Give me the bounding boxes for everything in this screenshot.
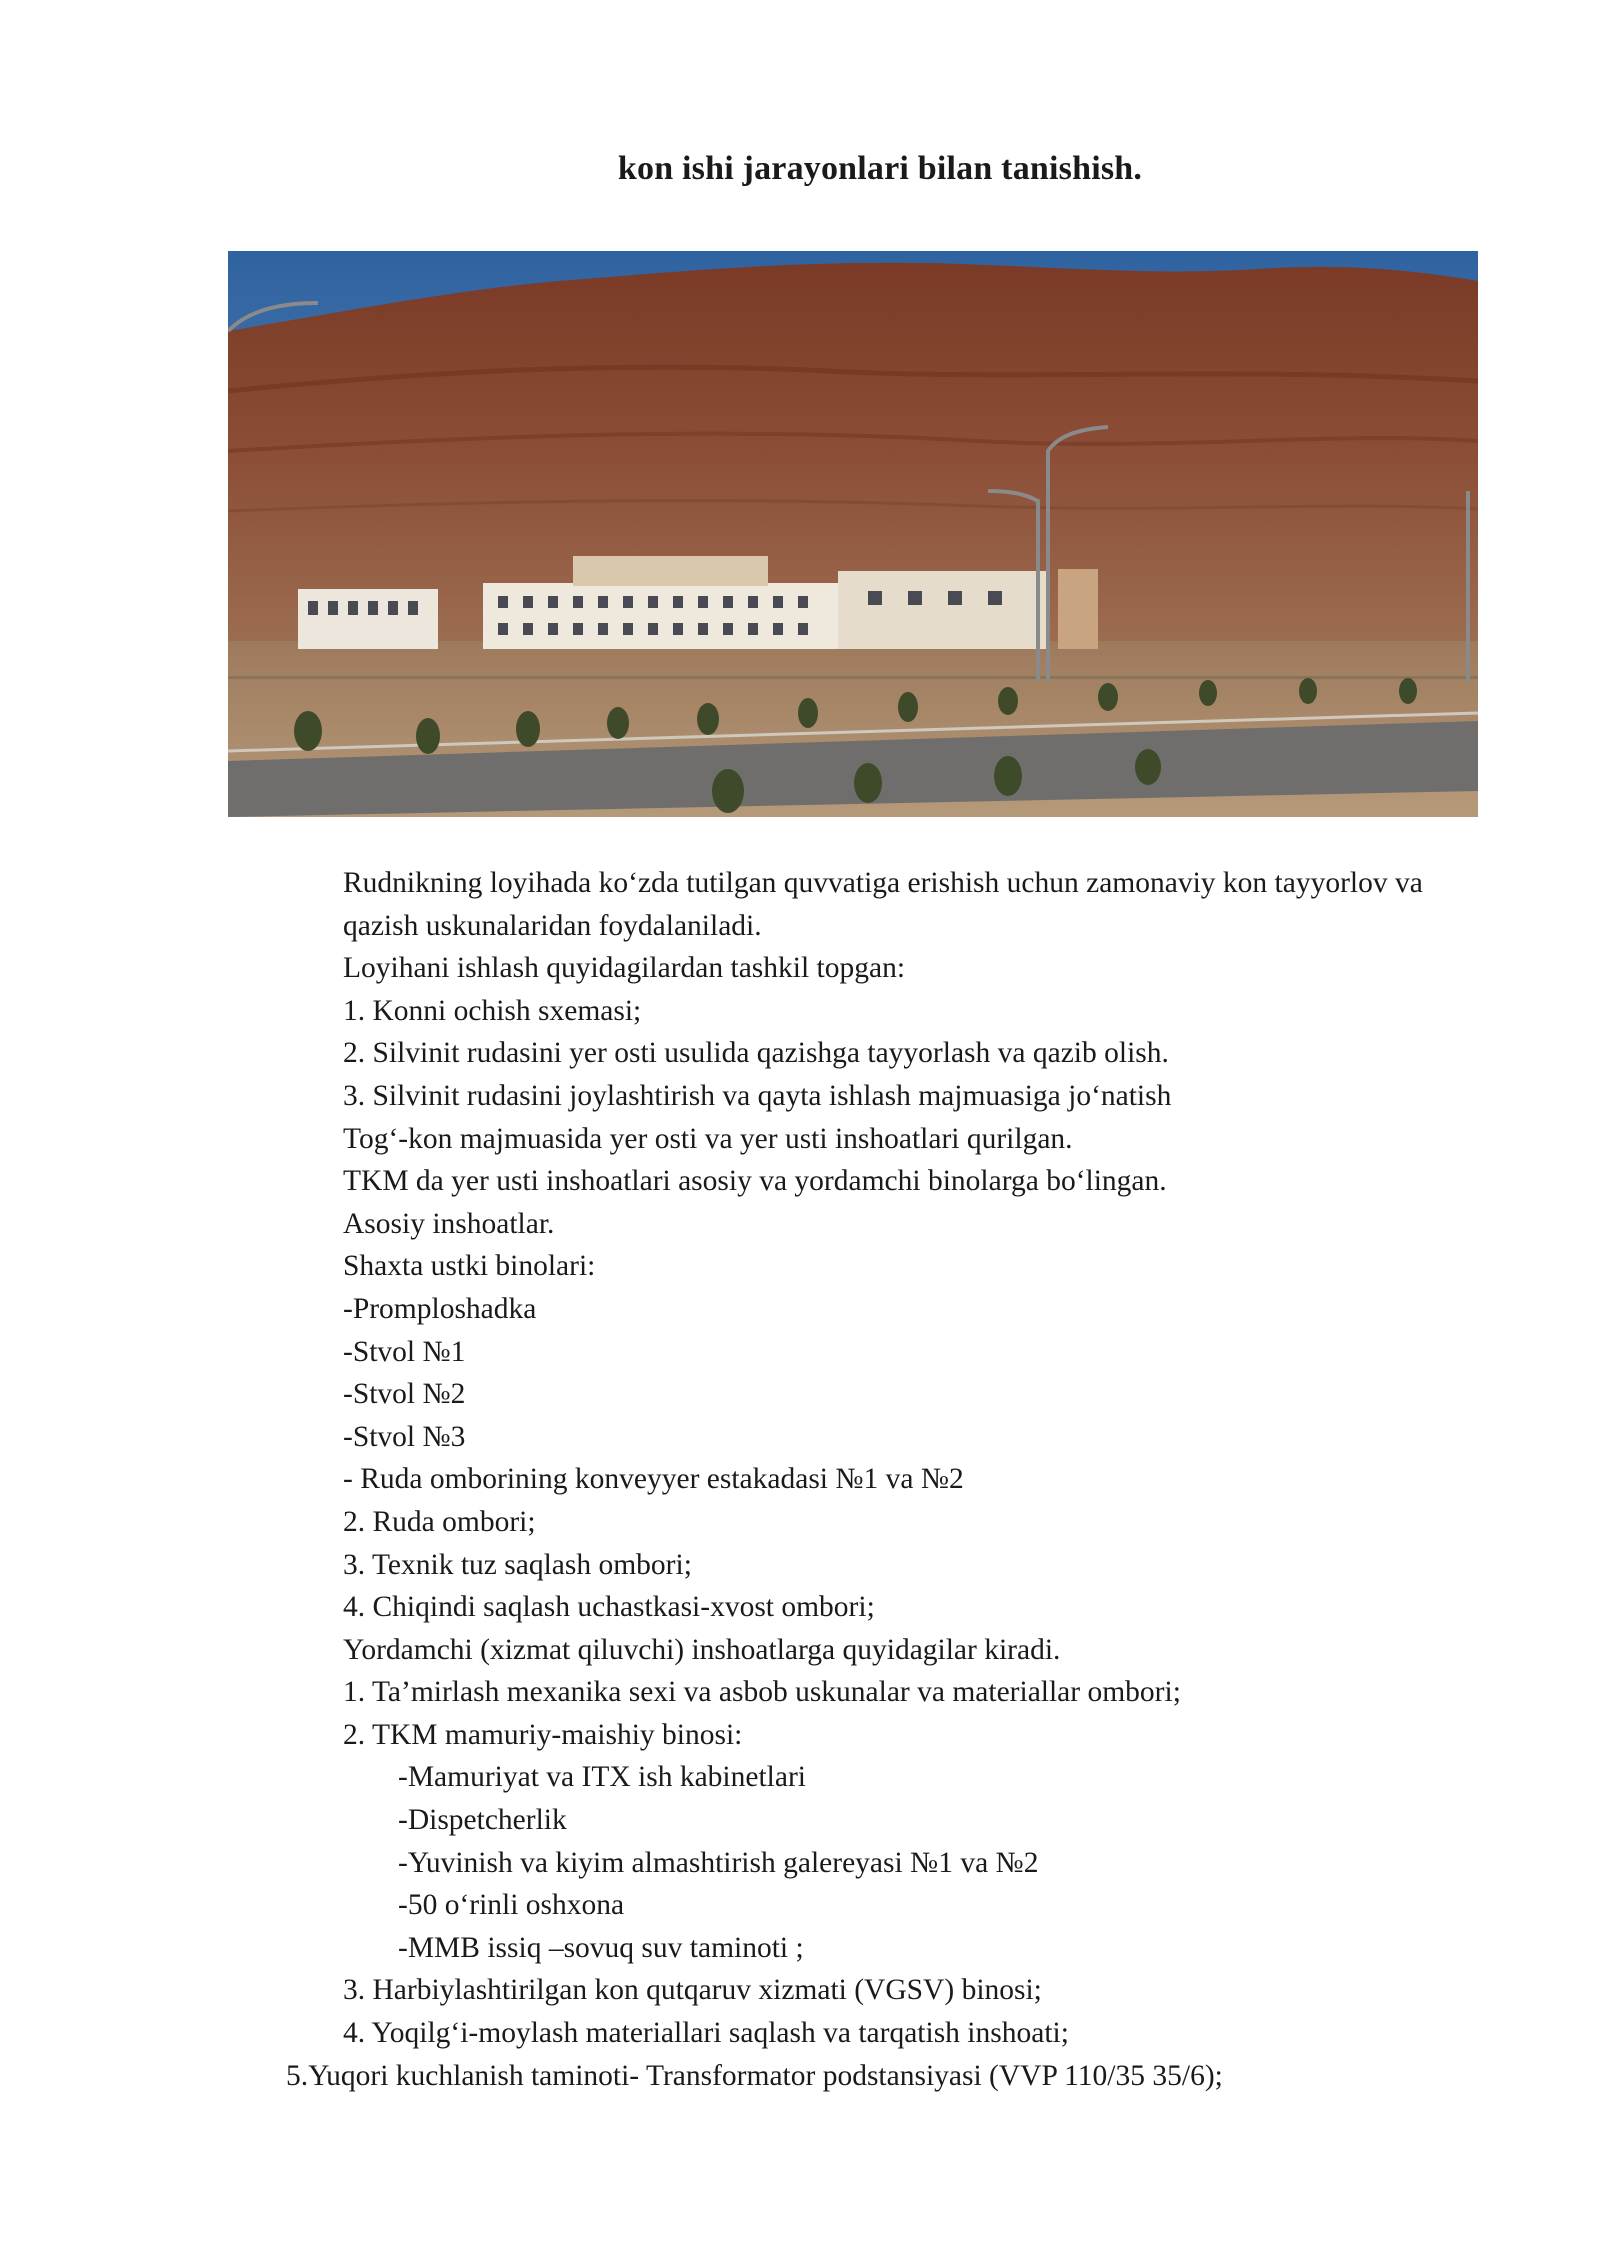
text-line: -Stvol №2	[343, 1378, 466, 1411]
text-line: 3. Harbiylashtirilgan kon qutqaruv xizmati (VGSV) binosi;	[343, 1974, 1042, 2007]
text-line: -Yuvinish va kiyim almashtirish galereyasi №1 va №2	[398, 1846, 1039, 1879]
text-line: 2. TKM mamuriy-maishiy binosi:	[343, 1718, 743, 1751]
text-line: 1. Konni ochish sxemasi;	[343, 994, 642, 1027]
text-line: -50 o‘rinli oshxona	[398, 1889, 625, 1922]
text-line: Loyihani ishlash quyidagilardan tashkil topgan:	[343, 952, 906, 985]
text-line: 5.Yuqori kuchlanish taminoti- Transformator podstansiyasi (VVP 110/35 35/6);	[286, 2059, 1223, 2092]
mine-complex-photo	[228, 251, 1478, 817]
text-line: 1. Ta’mirlash mexanika sexi va asbob uskunalar va materiallar ombori;	[343, 1676, 1181, 1709]
paragraph-intro: Rudnikning loyihada ko‘zda tutilgan quvvatiga erishish uchun zamonaviy kon tayyorlov va qazish uskunalaridan foydalaniladi.	[343, 867, 1423, 942]
text-line: -MMB issiq –sovuq suv taminoti ;	[398, 1931, 804, 1964]
text-line: Shaxta ustki binolari:	[343, 1250, 596, 1283]
text-line: 4. Yoqilg‘i-moylash materiallari saqlash va tarqatish inshoati;	[343, 2017, 1069, 2050]
text-line: -Promploshadka	[343, 1292, 537, 1325]
document-title: kon ishi jarayonlari bilan tanishish.	[617, 150, 1143, 187]
text-line: 2. Ruda ombori;	[343, 1505, 536, 1538]
text-line: -Stvol №1	[343, 1335, 466, 1368]
text-line: 3. Texnik tuz saqlash ombori;	[343, 1548, 692, 1581]
text-line: -Mamuriyat va ITX ish kabinetlari	[398, 1761, 806, 1794]
text-line: Asosiy inshoatlar.	[343, 1207, 555, 1240]
text-line: -Stvol №3	[343, 1420, 466, 1453]
text-line: Tog‘-kon majmuasida yer osti va yer usti inshoatlari qurilgan.	[343, 1122, 1073, 1155]
document-body	[228, 862, 1488, 2097]
text-line: Yordamchi (xizmat qiluvchi) inshoatlarga quyidagilar kiradi.	[343, 1633, 1061, 1666]
text-line: 4. Chiqindi saqlash uchastkasi-xvost ombori;	[343, 1591, 875, 1624]
text-line: -Dispetcherlik	[398, 1804, 567, 1837]
text-line: 3. Silvinit rudasini joylashtirish va qayta ishlash majmuasiga jo‘natish	[343, 1079, 1172, 1112]
text-line: TKM da yer usti inshoatlari asosiy va yordamchi binolarga bo‘lingan.	[343, 1165, 1167, 1198]
text-line: 2. Silvinit rudasini yer osti usulida qazishga tayyorlash va qazib olish.	[343, 1037, 1169, 1070]
text-line: - Ruda omborining konveyyer estakadasi №1 va №2	[343, 1463, 964, 1496]
